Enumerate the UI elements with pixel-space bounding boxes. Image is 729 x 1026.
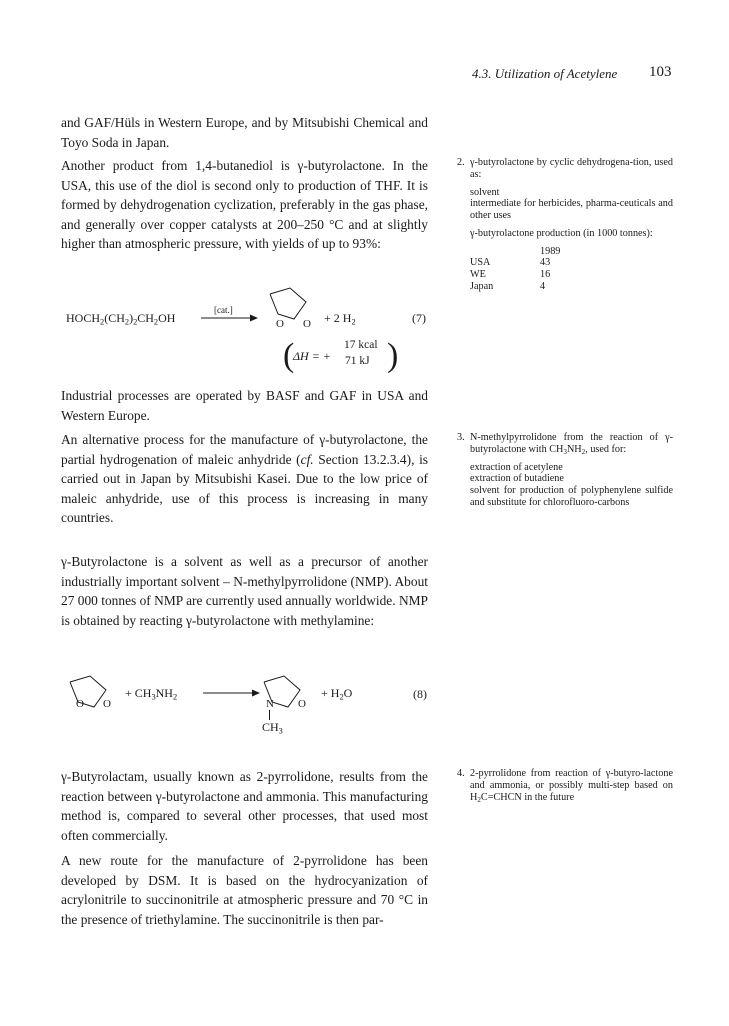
hydrogen-product: + 2 $H_2$ [324, 311, 356, 327]
enthalpy-label: ΔH = + [293, 349, 331, 363]
paragraph-6: γ-Butyrolactam, usually known as 2-pyrrolidone, results from the reaction between γ-butyrolactone and ammonia. This manufacturing method is, compared to several other processes, that used most often commercially. [61, 769, 428, 843]
side-note-2 [457, 157, 673, 292]
ring-oxygen-8b: O [103, 698, 111, 710]
reaction-arrow-7 [200, 312, 260, 324]
ring-oxygen-8c: O [298, 698, 306, 710]
reactant-formula: $HOCH_2(CH_2)_2CH_2OH$ [66, 311, 176, 327]
production-table [470, 246, 560, 292]
ring-oxygen-8a: O [76, 698, 84, 710]
methylamine-reagent: + $CH_3NH_2$ [125, 686, 178, 702]
paragraph-4: An alternative process for the manufacture of γ-butyrolactone, the partial hydrogenation of maleic anhydride (cf. Section 13.2.3.4), is carried out in Japan by Mitsubishi Kasei. Due to the low price of maleic anhydride, use of this process is increasing in many countries. [61, 432, 428, 526]
side-note-2-item: intermediate for herbicides, pharma-ceuticals and other uses [470, 198, 673, 222]
equation-number-7: (7) [412, 311, 426, 325]
side-note-3-item: solvent for production of polyphenylene sulfide and substitute for chlorofluoro-carbons [470, 485, 673, 508]
side-note-number-2: 2. [457, 157, 465, 168]
paragraph-7: A new route for the manufacture of 2-pyrrolidone has been developed by DSM. It is based on the hydrocyanization of acrylonitrile to succinonitrile at atmospheric pressure and 70 °C in the presence of triethylamine. The succinonitrile is then par- [61, 853, 428, 927]
reaction-arrow-8 [202, 687, 262, 699]
side-note-4-heading: 2-pyrrolidone from reaction of γ-butyro-lactone and ammonia, or possibly multi-step based on $H_2C=CHCN$ in the future [470, 768, 673, 804]
paren-close: ) [387, 337, 399, 374]
table-year-header: 1989 [540, 245, 561, 257]
paragraph-3: Industrial processes are operated by BASF and GAF in USA and Western Europe. [61, 388, 428, 423]
paren-open: ( [283, 337, 295, 374]
n-methyl-group: $CH_3$ [262, 720, 283, 736]
side-note-3-heading: N-methylpyrrolidone from the reaction of γ-butyrolactone with $CH_3NH_2$, used for: [470, 432, 673, 456]
side-note-3-item: extraction of butadiene [470, 473, 564, 485]
paragraph-2: Another product from 1,4-butanediol is γ-butyrolactone. In the USA, this use of the diol is second only to production of THF. It is formed by dehydrogenation cyclization, preferably in the gas phase, and generally over copper catalysts at 200–250 °C and at slightly higher than atmospheric pressure, with yields of up to 93%: [61, 158, 428, 252]
water-product: + $H_2O$ [321, 686, 353, 702]
enthalpy-kj: 71 kJ [345, 355, 370, 367]
table-row: USA 43 [470, 257, 551, 269]
catalyst-label: [cat.] [214, 305, 233, 315]
ring-oxygen-7b: O [303, 318, 311, 330]
side-note-3 [457, 432, 673, 509]
ring-oxygen-7a: O [276, 318, 284, 330]
side-note-3-item: extraction of acetylene [470, 461, 563, 473]
equation-number-8: (8) [413, 687, 427, 701]
table-row: Japan 4 [470, 280, 546, 292]
side-note-4 [457, 768, 673, 803]
paragraph-5: γ-Butyrolactone is a solvent as well as a precursor of another industrially important solvent – N-methylpyrrolidone (NMP). About 27 000 tonnes of NMP are currently used annually worldwide. NMP is obtained by reacting γ-butyrolactone with methylamine: [61, 554, 428, 628]
n-methyl-bond [269, 710, 270, 720]
side-note-2-heading: γ-butyrolactone by cyclic dehydrogena-tion, used as: [470, 157, 673, 180]
side-note-number-4: 4. [457, 768, 465, 779]
page-number: 103 [649, 64, 672, 80]
side-note-2-item: solvent [470, 186, 500, 198]
paragraph-1: and GAF/Hüls in Western Europe, and by Mitsubishi Chemical and Toyo Soda in Japan. [61, 115, 428, 150]
side-note-number-3: 3. [457, 432, 465, 443]
table-row: WE 16 [470, 268, 551, 280]
section-title: 4.3. Utilization of Acetylene [472, 66, 618, 81]
enthalpy-kcal: 17 kcal [344, 339, 378, 351]
ring-nitrogen: N [266, 698, 274, 710]
side-note-2-production-heading: γ-butyrolactone production (in 1000 tonnes): [470, 227, 653, 239]
